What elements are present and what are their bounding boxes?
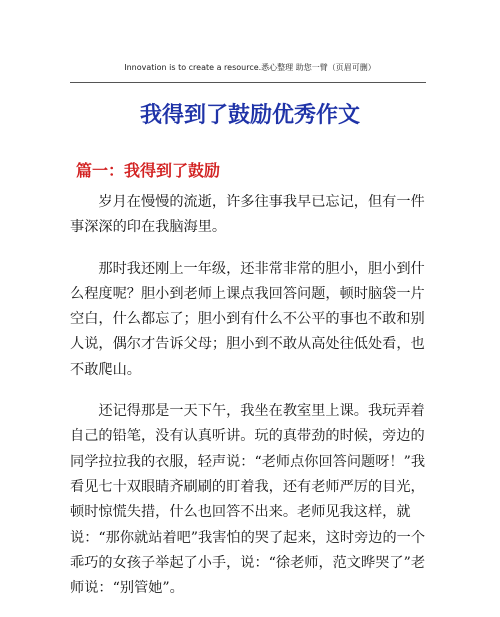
document-body <box>70 190 436 617</box>
header-divider <box>70 82 426 83</box>
section-heading: 篇一：我得到了鼓励 <box>76 161 221 180</box>
paragraph-2: 那时我还刚上一年级，还非常非常的胆小，胆小到什么程度呢？胆小到老师上课点我回答问题，顿时脑袋一片空白，什么都忘了；胆小到有什么不公平的事也不敢和别人说，偶尔才告诉父母；胆小到不敢从高处往低处看，也不敢爬山。 <box>70 260 425 378</box>
paragraph-3: 还记得那是一天下午，我坐在教室里上课。我玩弄着自己的铅笔，没有认真听讲。玩的真带劲的时候，旁边的同学拉拉我的衣服，轻声说：“老师点你回答问题呀！”我看见七十双眼睛齐刷刷的盯着我，还有老师严厉的目光，顿时惊慌失措，什么也回答不出来。老师见我这样，就说：“那你就站着吧”我害怕的哭了起来，这时旁边的一个乖巧的女孩子举起了小手，说：“徐老师，范文晔哭了”老师说：“别管她”。 <box>70 403 426 597</box>
document-title: 我得到了鼓励优秀作文 <box>139 103 360 128</box>
page-header: Innovation is to create a resource.悉心整理 助您一臂（页眉可删） <box>124 63 376 72</box>
paragraph-1: 岁月在慢慢的流逝，许多往事我早已忘记，但有一件事深深的印在我脑海里。 <box>70 194 425 236</box>
